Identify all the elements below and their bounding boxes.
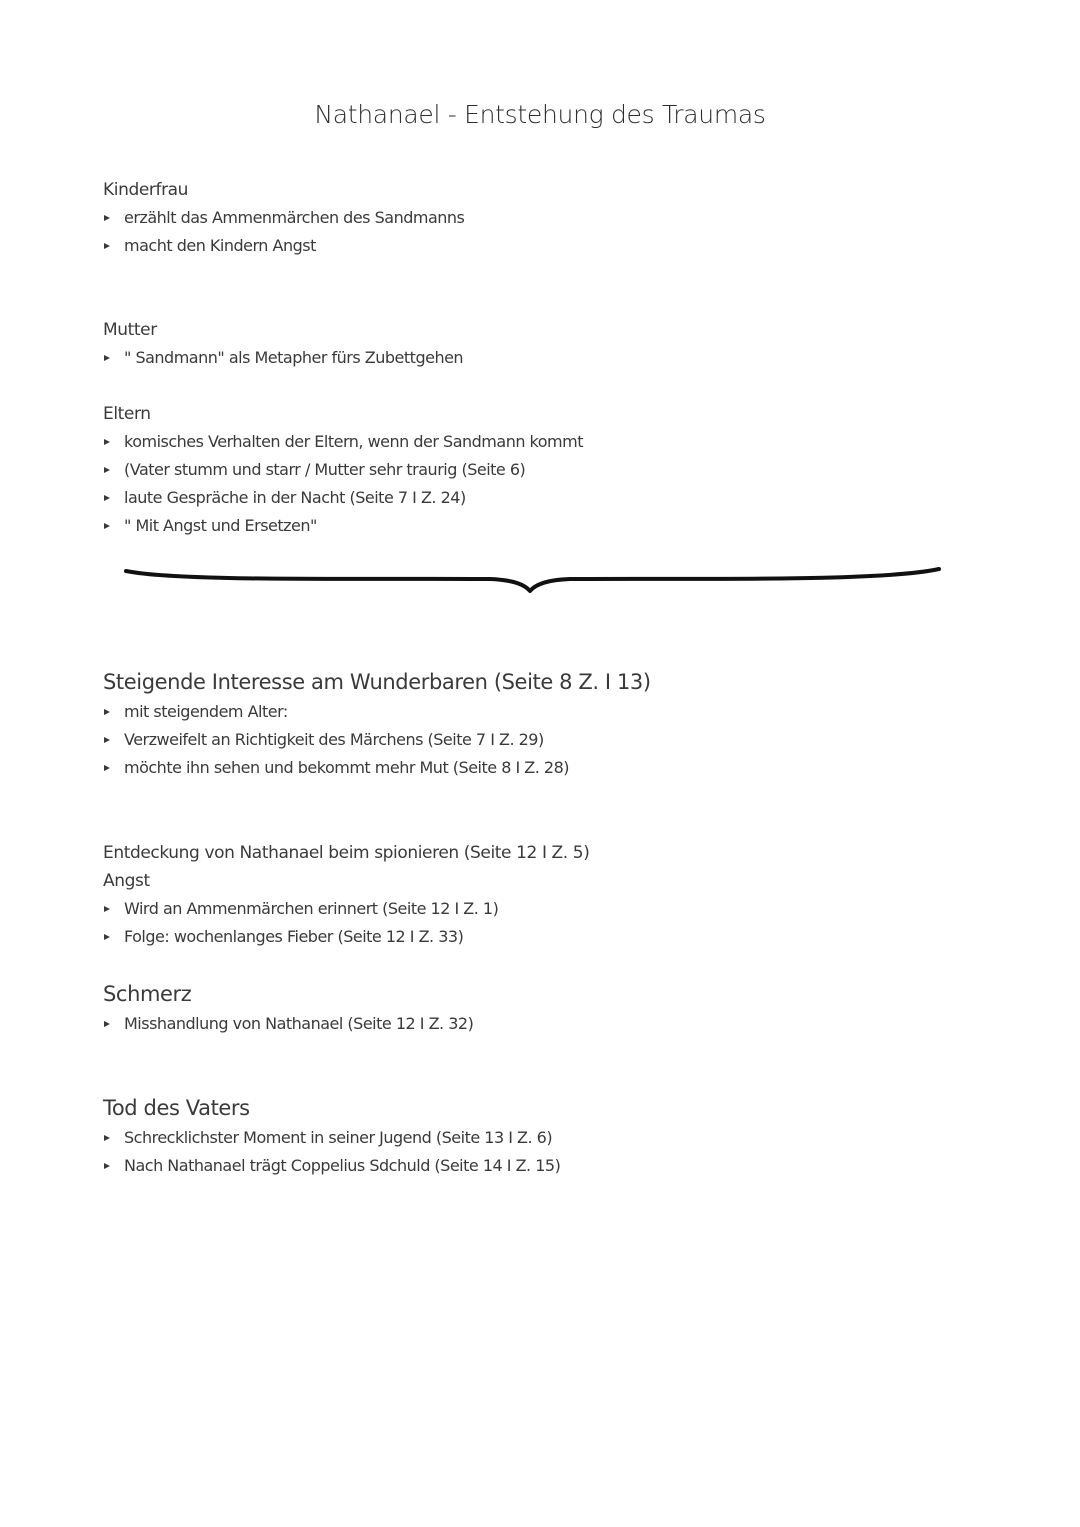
bullet-list	[103, 1124, 983, 1180]
section-subheading: Entdeckung von Nathanael beim spionieren (Seite 12 I Z. 5)	[103, 843, 590, 863]
section-heading: Mutter	[103, 320, 157, 340]
section-mutter	[103, 316, 983, 372]
list-item: möchte ihn sehen und bekommt mehr Mut (Seite 8 I Z. 28)	[103, 754, 983, 782]
bullet-triangle-icon	[104, 243, 110, 249]
bullet-triangle-icon	[104, 1163, 110, 1169]
section-heading: Eltern	[103, 404, 151, 424]
bullet-triangle-icon	[104, 737, 110, 743]
bullet-triangle-icon	[104, 215, 110, 221]
bullet-triangle-icon	[104, 495, 110, 501]
list-item: " Mit Angst und Ersetzen"	[103, 512, 983, 540]
bullet-list	[103, 204, 983, 260]
list-item: Folge: wochenlanges Fieber (Seite 12 I Z. 33)	[103, 923, 983, 951]
section-schmerz	[103, 978, 983, 1038]
section-heading: Steigende Interesse am Wunderbaren (Seite 8 Z. I 13)	[103, 670, 651, 694]
section-heading: Schmerz	[103, 982, 192, 1006]
list-item: Wird an Ammenmärchen erinnert (Seite 12 I Z. 1)	[103, 895, 983, 923]
list-item: " Sandmann" als Metapher fürs Zubettgehen	[103, 344, 983, 372]
list-item: komisches Verhalten der Eltern, wenn der Sandmann kommt	[103, 428, 983, 456]
bullet-triangle-icon	[104, 934, 110, 940]
brace-stroke	[126, 569, 939, 591]
bullet-list	[103, 895, 983, 951]
list-item: macht den Kindern Angst	[103, 232, 983, 260]
section-heading: Tod des Vaters	[103, 1096, 250, 1120]
section-kinderfrau	[103, 176, 983, 260]
bullet-list	[103, 344, 983, 372]
list-item: Misshandlung von Nathanael (Seite 12 I Z. 32)	[103, 1010, 983, 1038]
section-heading: Kinderfrau	[103, 180, 189, 200]
bullet-list	[103, 698, 983, 782]
list-item: Verzweifelt an Richtigkeit des Märchens (Seite 7 I Z. 29)	[103, 726, 983, 754]
list-item: laute Gespräche in der Nacht (Seite 7 I Z. 24)	[103, 484, 983, 512]
bullet-triangle-icon	[104, 467, 110, 473]
list-item: erzählt das Ammenmärchen des Sandmanns	[103, 204, 983, 232]
bullet-triangle-icon	[104, 1135, 110, 1141]
bullet-list	[103, 1010, 983, 1038]
section-steigende-interesse	[103, 666, 983, 782]
bullet-triangle-icon	[104, 439, 110, 445]
section-entdeckung-angst	[103, 839, 983, 951]
bullet-triangle-icon	[104, 709, 110, 715]
list-item: (Vater stumm und starr / Mutter sehr traurig (Seite 6)	[103, 456, 983, 484]
bullet-triangle-icon	[104, 765, 110, 771]
bullet-triangle-icon	[104, 1021, 110, 1027]
section-eltern	[103, 400, 983, 540]
section-tod-des-vaters	[103, 1092, 983, 1180]
bullet-triangle-icon	[104, 355, 110, 361]
bullet-triangle-icon	[104, 523, 110, 529]
curly-brace-divider	[120, 560, 945, 600]
bullet-triangle-icon	[104, 906, 110, 912]
list-item: Schrecklichster Moment in seiner Jugend (Seite 13 I Z. 6)	[103, 1124, 983, 1152]
page-title: Nathanael - Entstehung des Traumas	[314, 100, 766, 129]
list-item: Nach Nathanael trägt Coppelius Sdchuld (Seite 14 I Z. 15)	[103, 1152, 983, 1180]
list-item: mit steigendem Alter:	[103, 698, 983, 726]
section-heading: Angst	[103, 871, 150, 891]
bullet-list	[103, 428, 983, 540]
